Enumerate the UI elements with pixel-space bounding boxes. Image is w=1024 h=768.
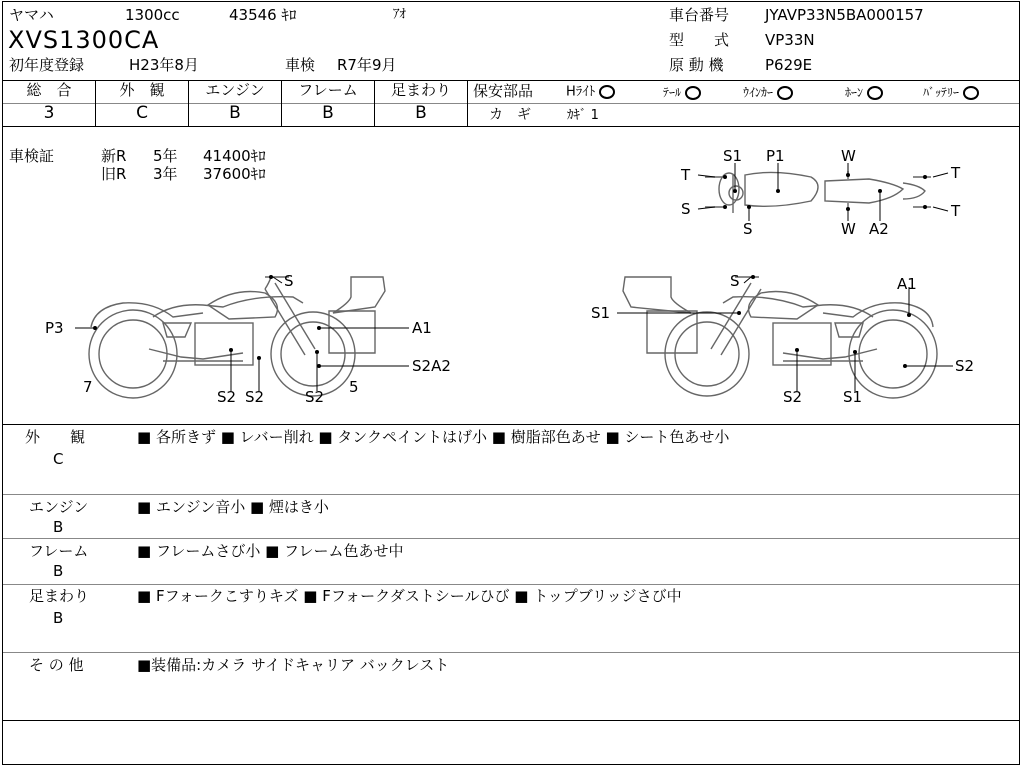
inspection-sheet: ヤマハ 1300cc 43546 ｷﾛ ｱｵ XVS1300CA 初年度登録 H23年8月 車検 R7年9月 車台番号 JYAVP33N5BA000157 型 式 VP33N 原 動 機 P629E 総 合 3 外 観 C エンジン B フレーム B 足まわり B 保安部品 Hﾗｲﾄ ﾃｰﾙ ｳｲﾝｶｰ ﾎｰﾝ ﾊﾞｯﾃﾘｰ カ ギ ｶｷﾞ 1 車検証 新R 5年 41400ｷﾛ 旧R 3年 37600ｷﾛ S1 P1 W T T S T S W A2 S P3 A1 S2A2 7 S2 S2 S2 5 S S1 A1 S2 S2 S1 外 観 C ■ 各所きず ■ レバー削れ ■ タンクペイントはげ小 ■ 樹脂部色あせ ■ シート色あせ小 エンジン B ■ エンジン音小 ■ 煙はき小 フレーム B ■ フレームさび小 ■ フレーム色あせ中 足まわり B ■ Fフォークこすりキズ ■ Fフォークダストシールひび ■ トップブリッジさび中 そ の 他 ■装備品:カメラ サイドキャリア バックレスト: [2, 1, 1020, 765]
bike-top-view: [705, 171, 931, 213]
label-t: T: [681, 166, 691, 184]
grade-total-label: 総 合: [26, 81, 72, 99]
key-label: カ ギ: [489, 107, 531, 123]
divider: [3, 720, 1019, 721]
frame-no-value: JYAVP33N5BA000157: [765, 6, 924, 24]
label-a1: A1: [412, 319, 432, 337]
label-t: T: [951, 202, 961, 220]
ok-circle-icon: [867, 86, 883, 100]
type-label: 型 式: [669, 31, 730, 49]
ok-circle-icon: [599, 85, 615, 99]
cert-new-km: 41400ｷﾛ: [203, 147, 266, 165]
divider: [467, 80, 468, 126]
label-s1: S1: [843, 388, 863, 406]
cert-old-label: 旧R: [101, 165, 127, 183]
engine-value: P629E: [765, 56, 813, 74]
grade-engine-value: B: [229, 103, 241, 123]
divider: [467, 103, 1019, 104]
ok-circle-icon: [963, 86, 979, 100]
inspection-value: R7年9月: [337, 56, 397, 74]
label-a1: A1: [897, 275, 917, 293]
label-s: S: [743, 220, 753, 238]
label-s1: S1: [591, 304, 611, 322]
safety-label: 保安部品: [473, 82, 534, 100]
safety-horn: ﾎｰﾝ: [845, 86, 883, 100]
label-s2a2: S2A2: [412, 357, 451, 375]
divider: [3, 652, 1019, 653]
cert-new-label: 新R: [101, 147, 127, 165]
label-a2: A2: [869, 220, 889, 238]
label-s2: S2: [305, 388, 325, 406]
divider: [3, 494, 1019, 495]
label-p1: P1: [766, 147, 785, 165]
bike-right-side-view: [89, 277, 385, 398]
label-s2: S2: [783, 388, 803, 406]
model-name: XVS1300CA: [8, 26, 160, 54]
damage-diagram: [3, 127, 1019, 425]
grade-frame-value: B: [322, 103, 334, 123]
grade-exterior-label: 外 観: [119, 81, 165, 99]
safety-battery: ﾊﾞｯﾃﾘｰ: [923, 86, 979, 100]
grade-suspension-label: 足まわり: [390, 81, 451, 99]
label-5: 5: [349, 378, 359, 396]
safety-taillight: ﾃｰﾙ: [663, 86, 701, 100]
divider: [3, 584, 1019, 585]
cert-old-km: 37600ｷﾛ: [203, 165, 266, 183]
label-s2: S2: [245, 388, 265, 406]
ok-circle-icon: [685, 86, 701, 100]
label-p3: P3: [45, 319, 64, 337]
label-s: S: [730, 272, 740, 290]
label-s1: S1: [723, 147, 743, 165]
first-reg-value: H23年8月: [129, 56, 199, 74]
label-s2: S2: [955, 357, 975, 375]
body-color: ｱｵ: [393, 7, 406, 22]
inspection-label: 車検: [285, 56, 316, 74]
divider: [3, 538, 1019, 539]
label-s2: S2: [217, 388, 237, 406]
first-reg-label: 初年度登録: [9, 56, 85, 74]
frame-no-label: 車台番号: [669, 6, 730, 24]
divider: [3, 424, 1019, 425]
label-7: 7: [83, 378, 93, 396]
label-w: W: [841, 220, 856, 238]
type-value: VP33N: [765, 31, 815, 49]
safety-winker: ｳｲﾝｶｰ: [743, 86, 793, 100]
maker: ヤマハ: [9, 6, 54, 24]
certificate-label: 車検証: [9, 147, 55, 165]
safety-headlight: Hﾗｲﾄ: [566, 85, 615, 99]
grade-engine-label: エンジン: [205, 81, 265, 99]
engine-label: 原 動 機: [669, 56, 724, 74]
grade-suspension-value: B: [415, 103, 427, 123]
mileage: 43546 ｷﾛ: [229, 6, 297, 24]
cert-new-years: 5年: [153, 147, 178, 165]
label-w: W: [841, 147, 856, 165]
grade-total-value: 3: [43, 103, 55, 123]
label-s: S: [681, 200, 691, 218]
key-value: ｶｷﾞ 1: [567, 108, 599, 123]
ok-circle-icon: [777, 86, 793, 100]
bike-left-side-view: [623, 277, 937, 398]
grade-frame-label: フレーム: [298, 81, 358, 99]
engine-cc: 1300cc: [125, 6, 180, 24]
grade-exterior-value: C: [136, 103, 148, 123]
label-s: S: [284, 272, 294, 290]
cert-old-years: 3年: [153, 165, 178, 183]
label-t: T: [951, 164, 961, 182]
